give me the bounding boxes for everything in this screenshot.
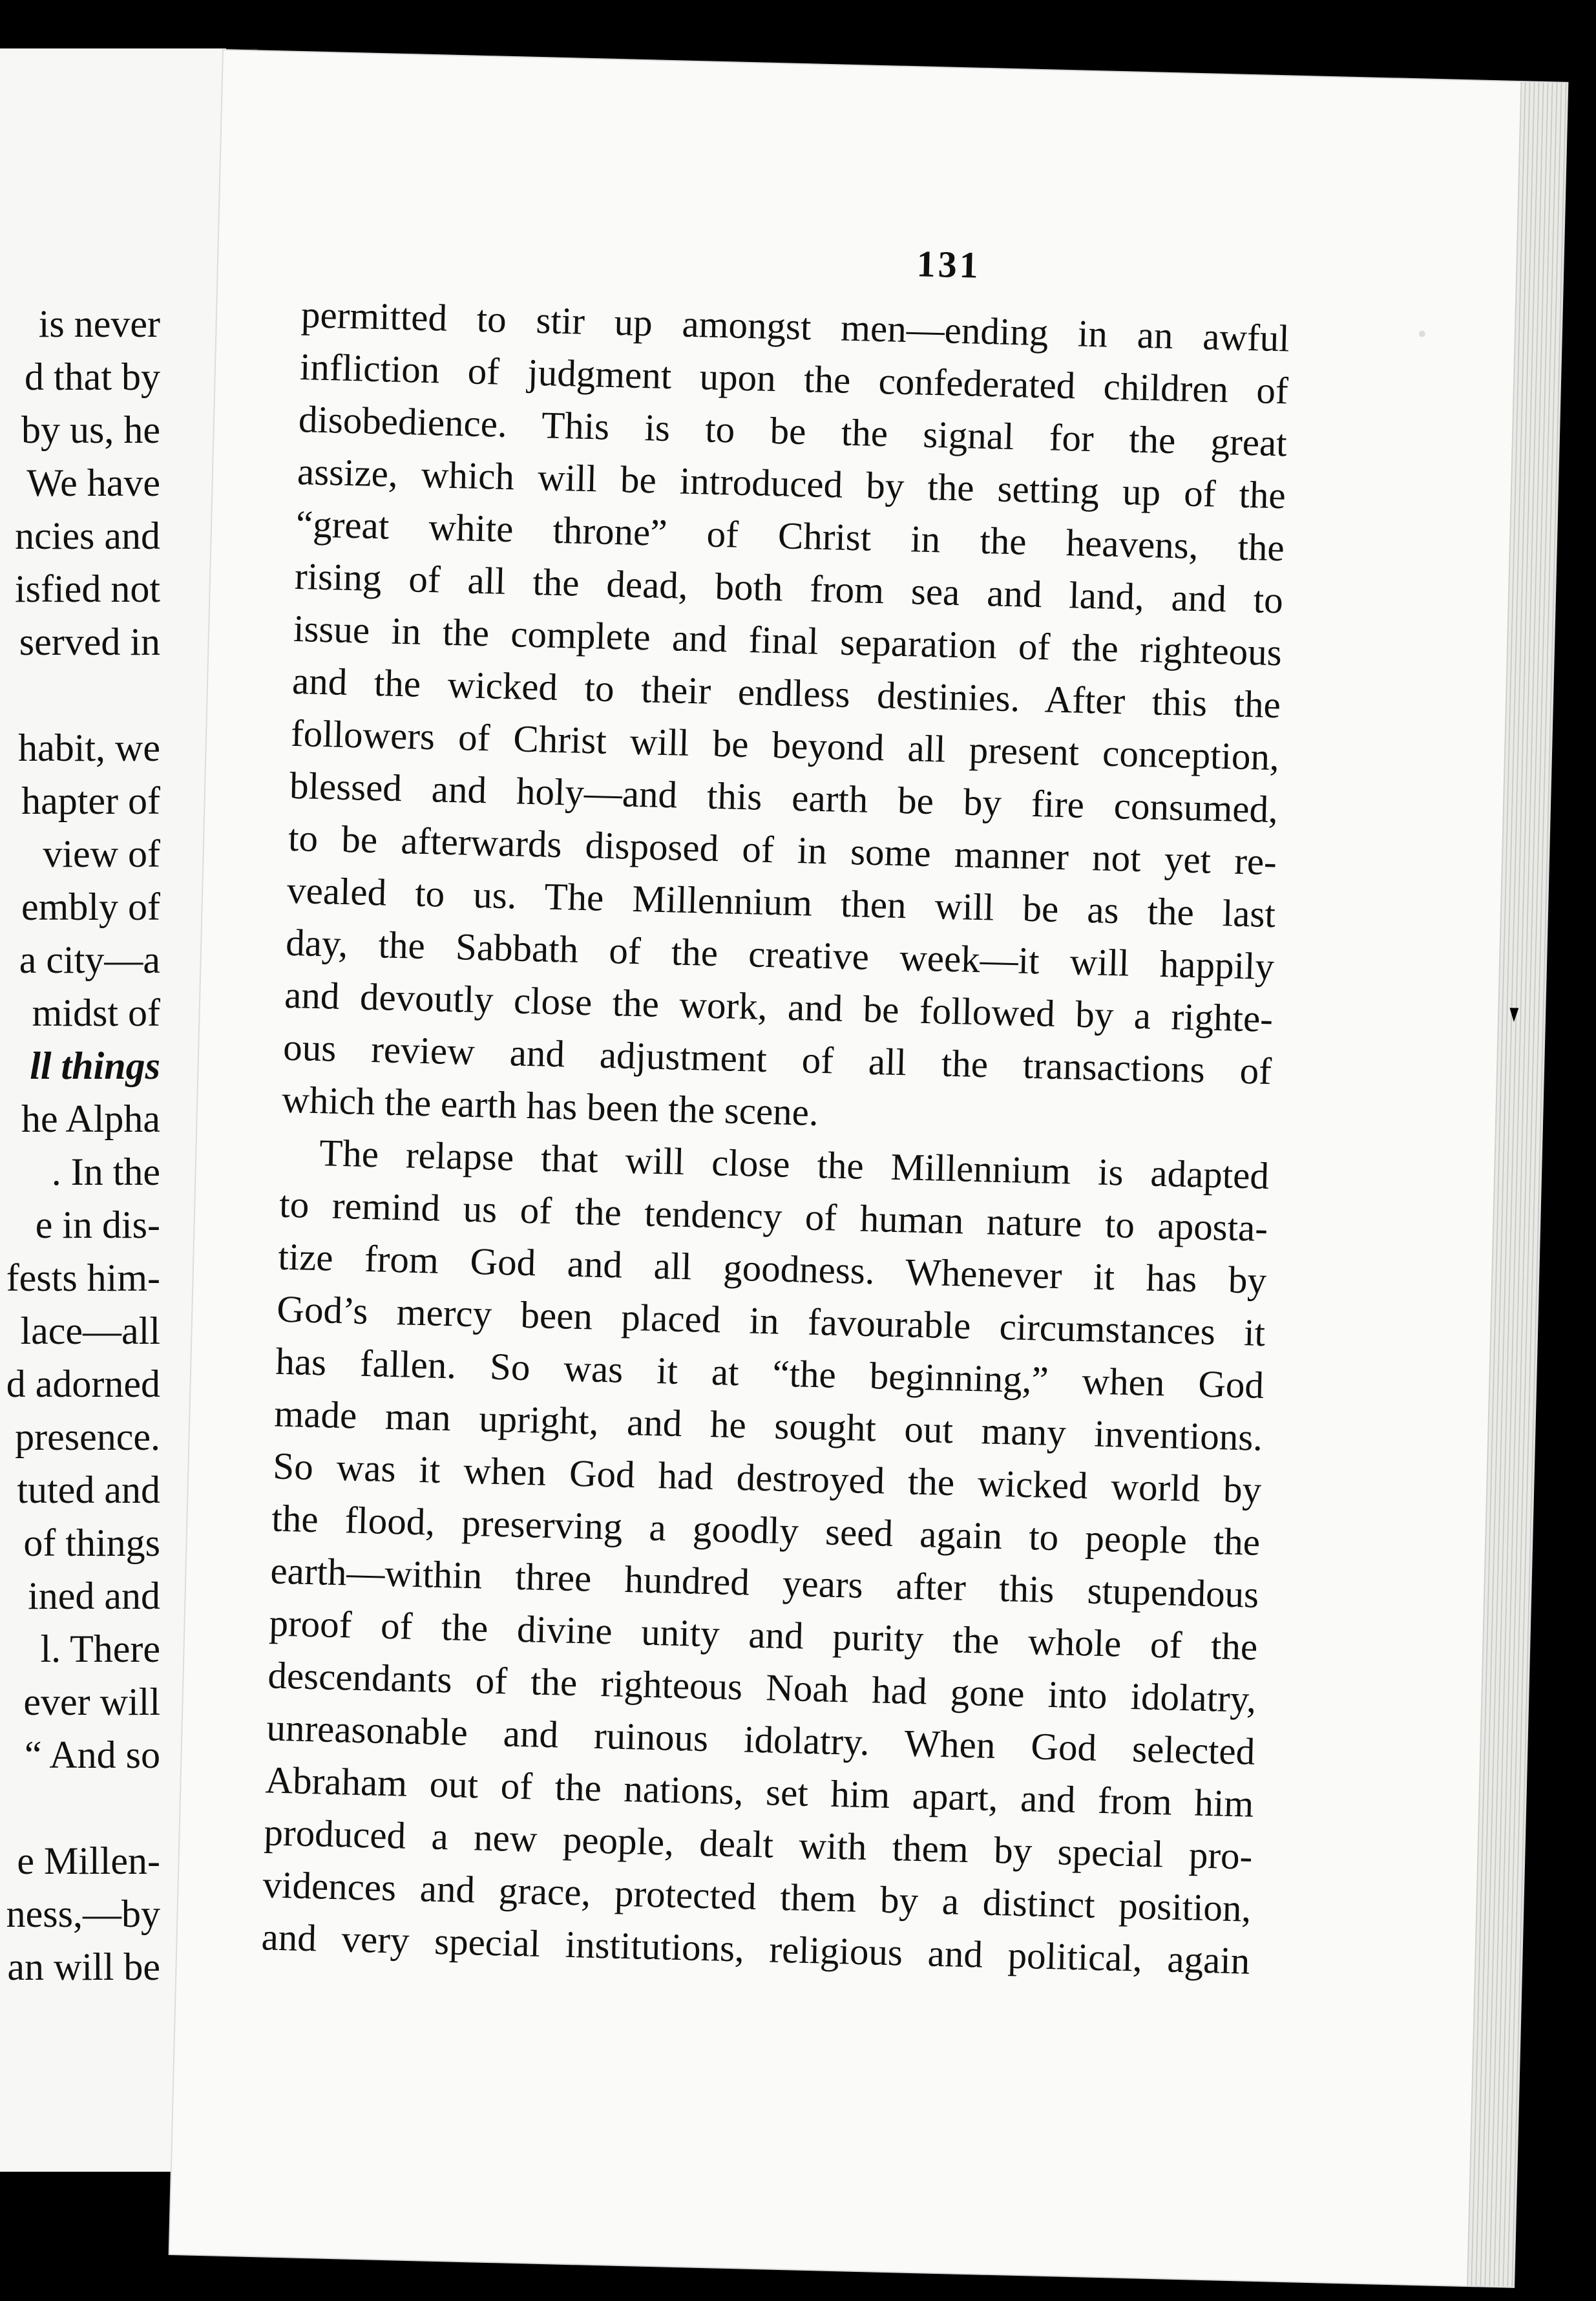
left-line: ever will: [23, 1681, 160, 1723]
left-line-italic: ll things: [30, 1044, 160, 1087]
left-line: We have: [26, 461, 160, 504]
text-line: vidences and grace, protected them by a distinct position,: [262, 1863, 1252, 1930]
text-line: ous review and adjustment of all the transactions of: [282, 1025, 1272, 1093]
text-line: So was it when God had destroyed the wicked world by: [272, 1444, 1262, 1511]
text-line: Abraham out of the nations, set him apart, and from him: [264, 1758, 1255, 1825]
left-line: isfied not: [15, 567, 160, 610]
text-line-paragraph-start: The relapse that will close the Millennium is adapted: [319, 1131, 1270, 1198]
left-line: he Alpha: [21, 1097, 160, 1140]
text-line: issue in the complete and final separation of the righteous: [293, 606, 1283, 674]
left-line: . In the: [51, 1150, 160, 1193]
text-line: descendants of the righteous Noah had gone into idolatry,: [267, 1653, 1257, 1721]
left-line: d adorned: [6, 1363, 160, 1405]
text-line: infliction of judgment upon the confederated children of: [299, 345, 1289, 412]
text-line: and very special institutions, religious and political, again: [260, 1915, 1251, 1982]
left-line: a city—a: [19, 938, 160, 981]
text-line: to be afterwards disposed of in some manner not yet re-: [288, 816, 1277, 884]
text-line: blessed and holy—and this earth be by fire consumed,: [289, 763, 1279, 831]
left-line: e Millen-: [17, 1840, 160, 1882]
left-line: an will be: [7, 1946, 160, 1988]
text-line: assize, which will be introduced by the setting up of the: [297, 449, 1286, 517]
left-line: ness,—by: [6, 1893, 160, 1935]
left-line: d that by: [25, 355, 160, 398]
left-line: tuted and: [17, 1469, 160, 1511]
text-line: has fallen. So was it at “the beginning,” when God: [275, 1339, 1265, 1406]
body-text: [261, 288, 1290, 1988]
text-line: the flood, preserving a goodly seed again to people the: [271, 1496, 1261, 1564]
text-line: earth—within three hundred years after this stupendous: [269, 1549, 1259, 1616]
text-line: and devoutly close the work, and be followed by a righte-: [284, 973, 1274, 1041]
text-line: produced a new people, dealt with them by special pro-: [263, 1810, 1254, 1878]
left-line: presence.: [15, 1416, 160, 1458]
text-line: God’s mercy been placed in favourable circumstances it: [276, 1287, 1266, 1354]
left-line: l. There: [40, 1628, 160, 1670]
left-line: hapter of: [21, 779, 160, 822]
left-line: habit, we: [18, 726, 160, 769]
text-line: day, the Sabbath of the creative week—it will happily: [285, 920, 1275, 988]
left-line-blank: [0, 668, 160, 721]
left-line: lace—all: [20, 1310, 160, 1352]
text-line: “great white throne” of Christ in the heavens, the: [295, 502, 1285, 569]
text-line: tize from God and all goodness. Whenever it has by: [277, 1235, 1267, 1302]
left-line: of things: [23, 1522, 160, 1564]
text-line: to remind us of the tendency of human nature to aposta-: [278, 1182, 1268, 1250]
left-line: served in: [19, 620, 160, 663]
page-number: 131: [916, 242, 982, 286]
left-line: midst of: [32, 991, 160, 1034]
left-line: e in dis-: [35, 1204, 160, 1246]
text-line: vealed to us. The Millennium then will be as the last: [286, 868, 1276, 936]
text-line: proof of the divine unity and purity the whole of the: [268, 1601, 1258, 1668]
text-line: unreasonable and ruinous idolatry. When God selected: [266, 1706, 1255, 1773]
text-line: made man upright, and he sought out many inventions.: [273, 1392, 1263, 1459]
left-line: view of: [43, 832, 160, 875]
left-line: “ And so: [25, 1734, 160, 1776]
left-line: embly of: [21, 885, 160, 928]
left-line: is never: [38, 302, 160, 345]
left-line-blank: [0, 1781, 160, 1834]
text-line: followers of Christ will be beyond all present conception,: [290, 711, 1280, 779]
left-line: ined and: [28, 1575, 160, 1617]
right-page: [170, 50, 1568, 2287]
text-line: permitted to stir up amongst men—ending in an awful: [300, 293, 1290, 360]
text-line: rising of all the dead, both from sea and land, and to: [294, 554, 1284, 622]
text-line: and the wicked to their endless destinies. After this the: [291, 659, 1281, 726]
left-line: by us, he: [21, 408, 160, 451]
left-line: ncies and: [15, 514, 160, 557]
paper-speck: [1419, 330, 1425, 337]
left-line: fests him-: [6, 1257, 160, 1299]
text-line: disobedience. This is to be the signal for the great: [298, 398, 1288, 465]
left-page-text: [0, 297, 160, 1993]
page-edges: [1467, 82, 1567, 2287]
text-line-paragraph-end: which the earth has been the scene.: [281, 1077, 819, 1134]
